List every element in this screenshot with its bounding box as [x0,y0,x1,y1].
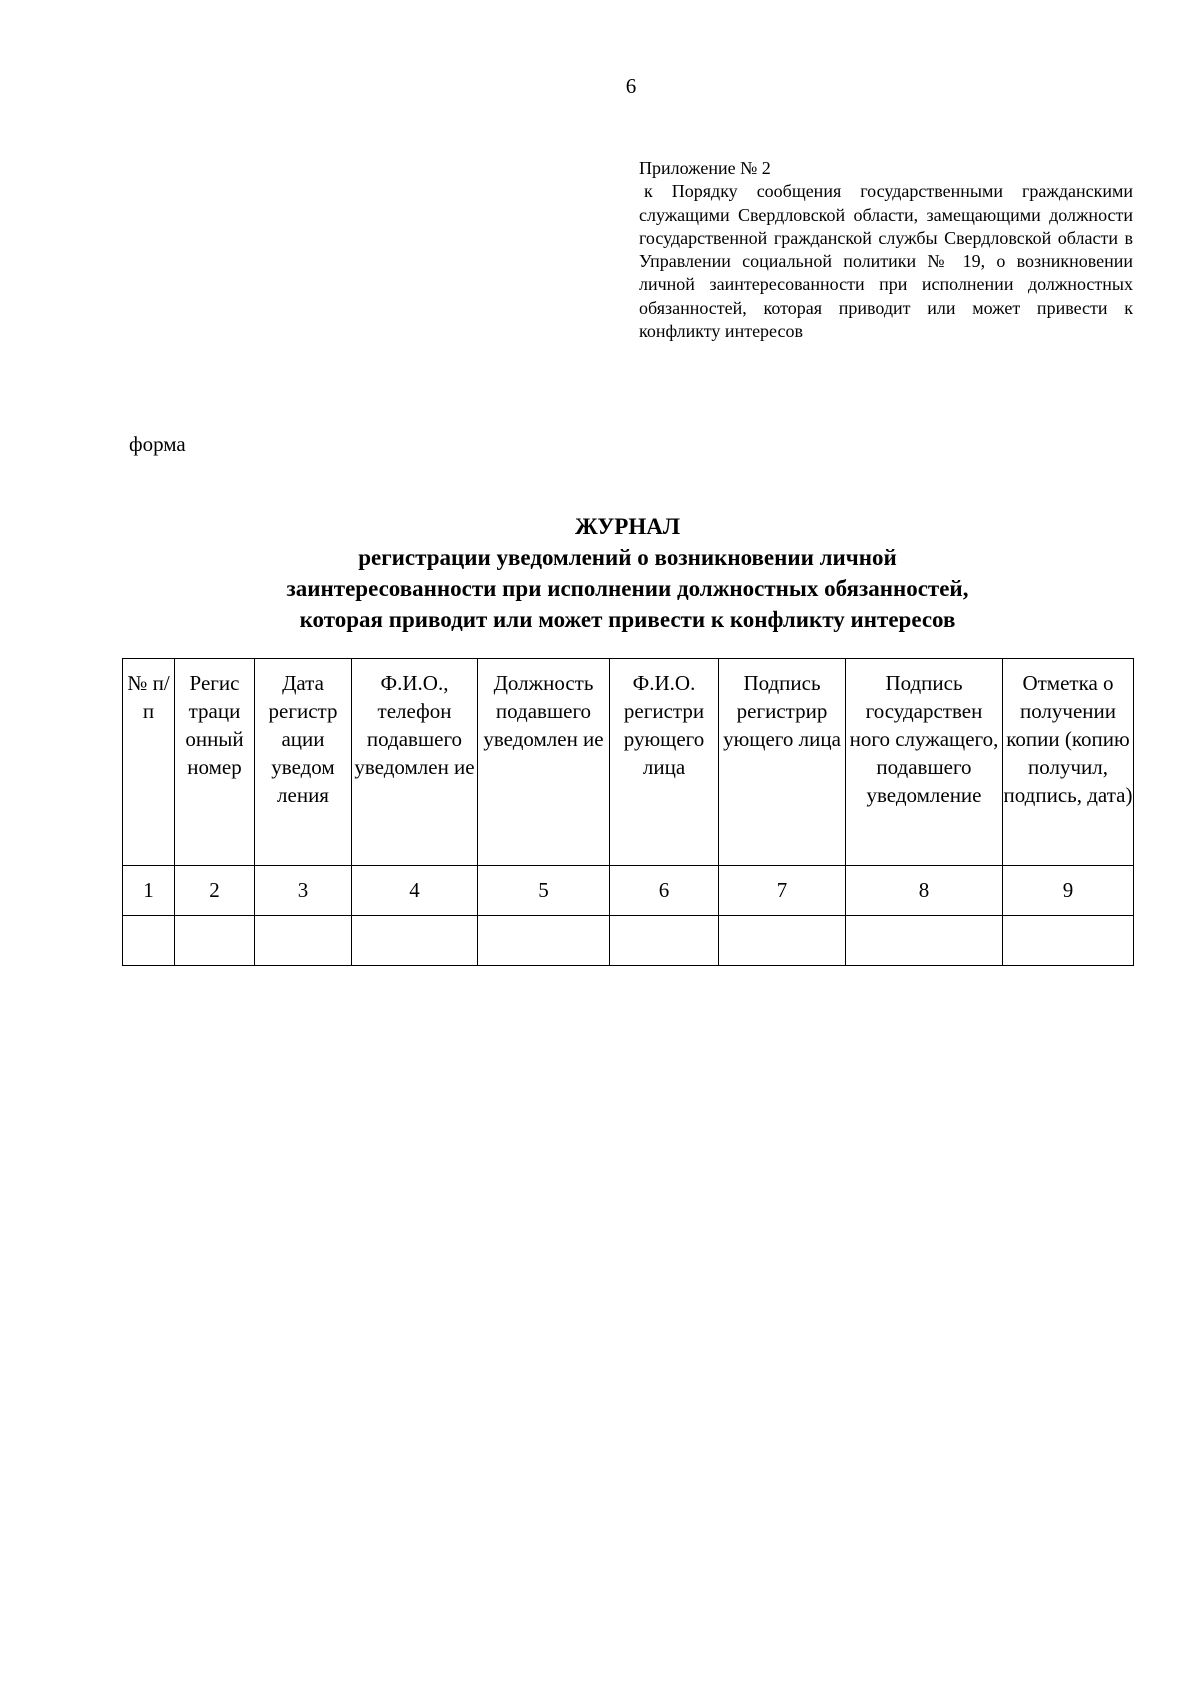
column-number-cell: 7 [719,866,846,916]
column-number-cell: 1 [123,866,175,916]
header-cell-number: № п/п [123,659,175,866]
table-cell-empty [255,916,352,966]
header-cell-registrar-signature: Подпись регистрир ующего лица [719,659,846,866]
column-number-cell: 9 [1003,866,1134,916]
column-number-cell: 8 [846,866,1003,916]
table-cell-empty [1003,916,1134,966]
header-cell-servant-signature: Подпись государствен ного служащего, подавшего уведомление [846,659,1003,866]
header-cell-reg-number: Регис траци онный номер [175,659,255,866]
journal-heading [122,511,1133,635]
column-number-cell: 6 [610,866,719,916]
table-cell-empty [175,916,255,966]
appendix-title: Приложение № 2 [639,158,771,178]
header-cell-submitter-position: Должность подавшего уведомлен ие [478,659,610,866]
header-cell-registrar-name: Ф.И.О. регистри рующего лица [610,659,719,866]
journal-subtitle-line: которая приводит или может привести к конфликту интересов [299,607,956,632]
table-cell-empty [352,916,478,966]
header-cell-submitter-name: Ф.И.О., телефон подавшего уведомлен ие [352,659,478,866]
appendix-block [639,157,1133,343]
column-number-cell: 5 [478,866,610,916]
header-cell-reg-date: Дата регистр ации уведом ления [255,659,352,866]
table-cell-empty [478,916,610,966]
header-cell-copy-mark: Отметка о получении копии (копию получил, подпись, дата) [1003,659,1134,866]
table-cell-empty [610,916,719,966]
journal-table [122,658,1134,966]
table-header-row [123,659,1134,866]
page-number: 6 [625,74,637,98]
table-cell-empty [846,916,1003,966]
table-row-empty [123,916,1134,966]
column-number-cell: 4 [352,866,478,916]
table-cell-empty [123,916,175,966]
journal-subtitle-line: заинтересованности при исполнении должностных обязанностей, [286,576,969,601]
table-row [123,866,1134,916]
column-number-cell: 3 [255,866,352,916]
form-label: форма [129,432,186,456]
journal-subtitle-line: регистрации уведомлений о возникновении личной [358,545,897,570]
table-cell-empty [719,916,846,966]
journal-title: ЖУРНАЛ [575,514,680,539]
appendix-text: к Порядку сообщения государственными гражданскими служащими Свердловской области, замещающими должности государственной гражданской службы Свердловской области в Управлении социальной политики № 19, о возникновении личной заинтересованности при исполнении должностных обязанностей, которая приводит или может привести к конфликту интересов [639,181,1133,342]
column-number-cell: 2 [175,866,255,916]
